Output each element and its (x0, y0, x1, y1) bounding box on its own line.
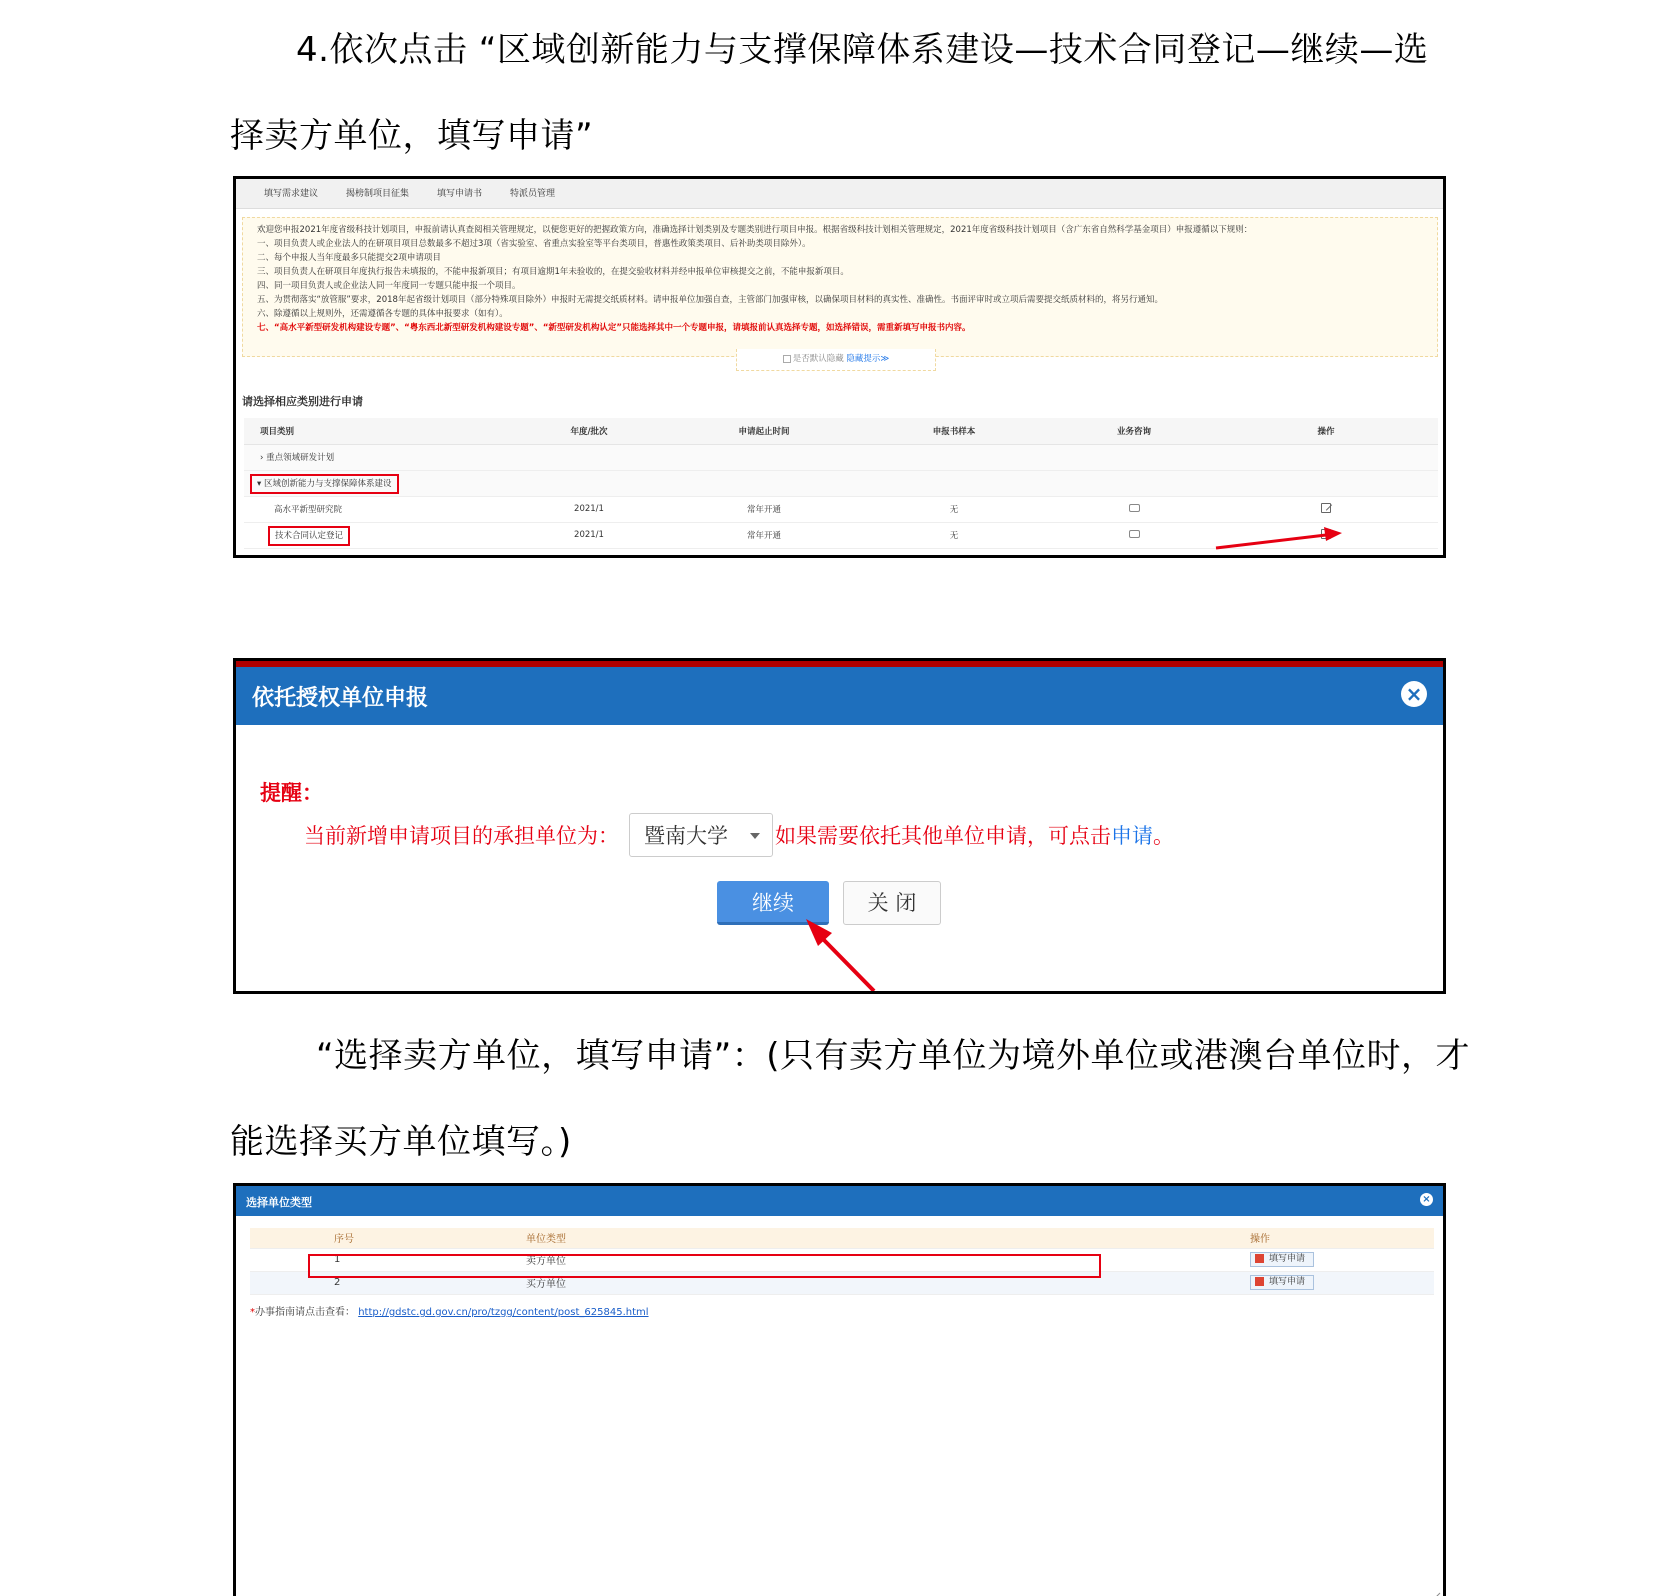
col-header-sample: 申报书样本 (854, 418, 1054, 444)
dialog-title: 选择单位类型 (246, 1196, 312, 1209)
col-header-action: 操作 (960, 1228, 1434, 1248)
col-header-category: 项目类别 (244, 418, 504, 444)
resize-handle-icon[interactable] (1431, 1592, 1441, 1596)
group-label: 重点领域研发计划 (266, 453, 335, 463)
pen-icon (1255, 1254, 1264, 1263)
screenshot-authorized-unit-dialog (233, 658, 1446, 994)
reminder-prefix: 当前新增申请项目的承担单位为： (304, 824, 619, 848)
reminder-end: 。 (1153, 824, 1174, 848)
guide-text: 办事指南请点击查看： (255, 1307, 355, 1318)
row-no: 1 (250, 1248, 460, 1271)
row-batch: 2021/1 (504, 522, 674, 548)
guide-line (250, 1303, 649, 1318)
reminder-label: 提醒： (260, 781, 323, 805)
middle-line-1: “选择卖方单位，填写申请”：(只有卖方单位为境外单位或港澳台单位时，才 (316, 1036, 1470, 1076)
row-batch: 2021/1 (504, 496, 674, 522)
continue-button[interactable]: 继续 (717, 881, 829, 925)
close-icon[interactable]: × (1420, 1193, 1433, 1206)
fill-application-label: 填写申请 (1269, 1254, 1306, 1264)
fill-application-label: 填写申请 (1269, 1277, 1306, 1287)
tab-open-competition[interactable]: 揭榜制项目征集 (346, 189, 410, 199)
red-arrow-icon (236, 179, 1446, 558)
col-header-action: 操作 (1214, 418, 1438, 444)
notice-line: 六、除遵循以上规则外，还需遵循各专题的具体申报要求（如有）。 (257, 309, 508, 319)
notice-line: 五、为贯彻落实“放管服”要求，2018年起省级计划项目（部分特殊项目除外）申报时无需提交纸质材料。请申报单位加强自查，主管部门加强审核，以确保项目材料的真实性、准确性。书面评审时或立项后需要提交纸质材料的，将另行通知。 (257, 295, 1163, 305)
notice-line: 欢迎您申报2021年度省级科技计划项目，申报前请认真查阅相关管理规定，以便您更好的把握政策方向，准确选择计划类别及专题类别进行项目申报。根据省级科技计划相关管理规定，2021年度省级科技计划项目（含广东省自然科学基金项目）申报遵循以下规则： (257, 225, 1253, 235)
red-arrow-icon (236, 661, 1446, 994)
highlight-box (308, 1254, 1101, 1278)
col-header-time: 申请起止时间 (674, 418, 854, 444)
intro-line-2: 择卖方单位，填写申请” (230, 116, 594, 156)
screenshot-select-unit-type (233, 1183, 1446, 1596)
pen-icon (1255, 1277, 1264, 1286)
fill-application-button[interactable] (1250, 1275, 1314, 1290)
notice-line: 四、同一项目负责人或企业法人同一年度同一专题只能申报一个项目。 (257, 281, 521, 291)
apply-link[interactable]: 申请 (1111, 824, 1153, 848)
notice-line: 二、每个申报人当年度最多只能提交2项申请项目 (257, 253, 441, 263)
section-title: 请选择相应类别进行申请 (242, 395, 363, 408)
col-header-batch: 年度/批次 (504, 418, 674, 444)
col-header-consult: 业务咨询 (1054, 418, 1214, 444)
notice-line: 一、项目负责人或企业法人的在研项目项目总数最多不超过3项（省实验室、省重点实验室等平台类项目，普惠性政策类项目、后补助类项目除外）。 (257, 239, 811, 249)
unit-select-value: 暨南大学 (644, 824, 728, 848)
row-name: 技术合同认定登记 (268, 526, 350, 546)
row-type: 卖方单位 (460, 1248, 960, 1271)
close-button[interactable]: 关 闭 (843, 881, 941, 925)
collapse-arrow-icon[interactable]: ▾ (257, 479, 262, 489)
row-type: 买方单位 (460, 1271, 960, 1294)
fill-application-button[interactable] (1250, 1252, 1314, 1267)
close-icon[interactable]: × (1401, 681, 1427, 707)
col-header-no: 序号 (250, 1228, 460, 1248)
row-time: 常年开通 (674, 522, 854, 548)
dialog-title-bar (236, 1186, 1443, 1216)
tab-fill-application[interactable]: 填写申请书 (437, 189, 483, 199)
hide-tip-link[interactable]: 隐藏提示≫ (846, 354, 890, 364)
notice-line-warning: 七、“高水平新型研发机构建设专题”、“粤东西北新型研发机构建设专题”、“新型研发机构认定”只能选择其中一个专题申报，请填报前认真选择专题，如选择错误，需重新填写申报书内容。 (257, 323, 971, 333)
group-label: 区域创新能力与支撑保障体系建设 (263, 479, 392, 489)
reminder-suffix: 如果需要依托其他单位申请，可点击 (775, 824, 1111, 848)
expand-arrow-icon[interactable]: › (260, 453, 264, 463)
notice-line: 三、项目负责人在研项目年度执行报告未填报的，不能申报新项目；有项目逾期1年未验收的，在提交验收材料并经申报单位审核提交之前，不能申报新项目。 (257, 267, 849, 277)
dialog-title: 依托授权单位申报 (252, 686, 429, 711)
row-name: 高水平新型研究院 (244, 496, 504, 522)
row-sample: 无 (854, 522, 1054, 548)
col-header-type: 单位类型 (460, 1228, 960, 1248)
guide-star: * (250, 1307, 255, 1318)
intro-line-1: 4.依次点击 “区域创新能力与支撑保障体系建设—技术合同登记—继续—选 (296, 30, 1429, 70)
tab-commissioner-management[interactable]: 特派员管理 (510, 189, 556, 199)
guide-link[interactable]: http://gdstc.gd.gov.cn/pro/tzgg/content/post_625845.html (358, 1307, 649, 1318)
row-sample: 无 (854, 496, 1054, 522)
row-time: 常年开通 (674, 496, 854, 522)
screenshot-project-category (233, 176, 1446, 558)
row-no: 2 (250, 1271, 460, 1294)
middle-line-2: 能选择买方单位填写。) (230, 1122, 572, 1162)
hide-default-label: 是否默认隐藏 (792, 354, 844, 364)
tab-demand-suggestion[interactable]: 填写需求建议 (264, 189, 319, 199)
